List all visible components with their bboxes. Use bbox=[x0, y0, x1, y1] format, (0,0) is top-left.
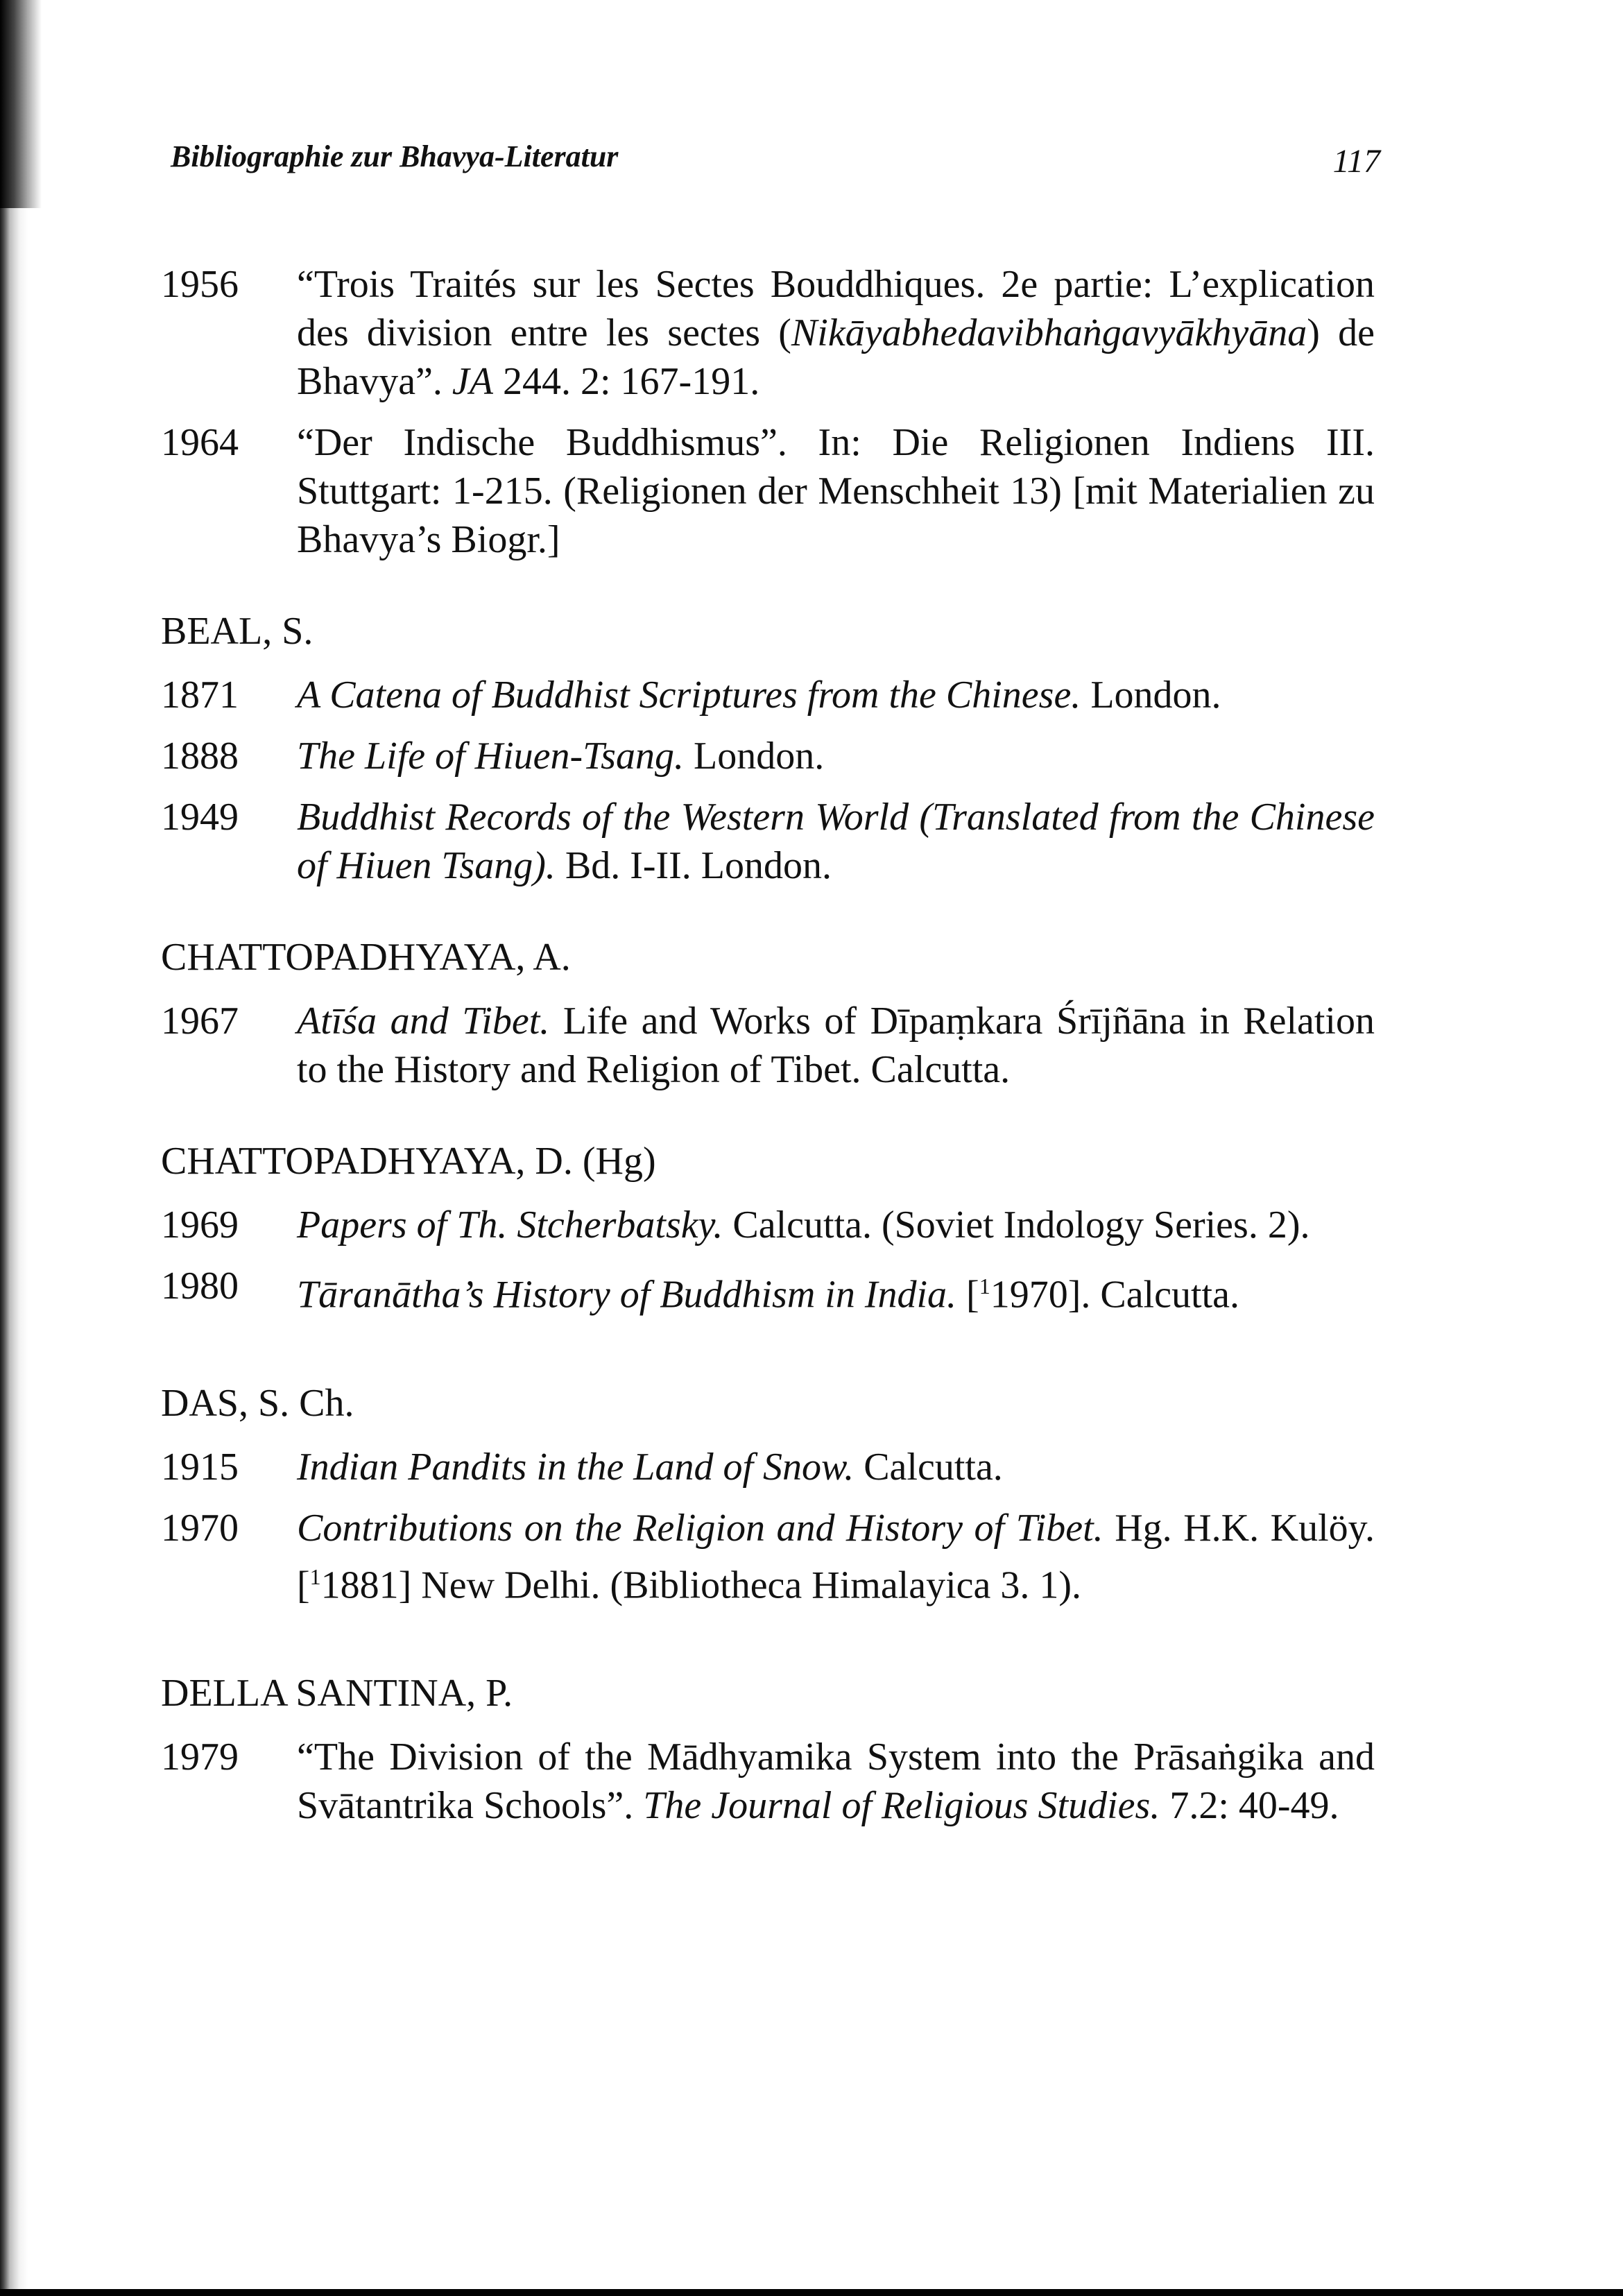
entry-text-segment: Life and Works of Dīpaṃkara Śrījñāna in Relation to the History and Religion of Tibet. Calcutta. bbox=[297, 1000, 1375, 1091]
entry-text bbox=[297, 671, 1375, 719]
entry-text bbox=[297, 1443, 1375, 1491]
entry-title-italic: JA bbox=[452, 360, 493, 403]
bibliography-entry bbox=[161, 997, 1375, 1094]
author-heading: CHATTOPADHYAYA, A. bbox=[161, 936, 571, 979]
entry-text-segment: [ bbox=[956, 1273, 979, 1317]
bibliography-section bbox=[161, 607, 1375, 890]
scanner-edge-corner bbox=[0, 0, 42, 208]
edition-superscript: 1 bbox=[979, 1274, 990, 1299]
entry-title-italic: Contributions on the Religion and History of Tibet. bbox=[297, 1506, 1104, 1550]
bibliography-section bbox=[161, 1137, 1375, 1319]
bibliography-entry bbox=[161, 1733, 1375, 1830]
author-heading: DELLA SANTINA, P. bbox=[161, 1672, 513, 1715]
entry-year: 1949 bbox=[161, 796, 239, 839]
entry-title-italic: Indian Pandits in the Land of Snow. bbox=[297, 1445, 855, 1489]
entry-text bbox=[297, 418, 1375, 564]
entry-text bbox=[297, 793, 1375, 890]
entry-text bbox=[297, 732, 1375, 780]
entry-title-italic: The Life of Hiuen-Tsang. bbox=[297, 735, 684, 778]
entry-title-italic: Papers of Th. Stcherbatsky. bbox=[297, 1203, 723, 1246]
entry-title-italic: Buddhist Records of the Western World (Translated from the Chinese of Hiuen Tsang). bbox=[297, 796, 1375, 887]
running-title: Bibliographie zur Bhavya-Literatur bbox=[171, 139, 619, 173]
entry-text-segment: ) de Bhavya”. bbox=[297, 311, 1375, 403]
entry-text-segment: 1970]. Calcutta. bbox=[990, 1273, 1239, 1317]
scanner-edge bbox=[0, 0, 28, 2296]
entry-text bbox=[297, 1733, 1375, 1830]
entry-title-italic: Atīśa and Tibet. bbox=[297, 1000, 550, 1043]
entry-text-segment: Bd. I-II. London. bbox=[555, 844, 832, 887]
entry-text-segment: “Trois Traités sur les Sectes Bouddhiques. 2e partie: L’explication des division entre les sectes ( bbox=[297, 263, 1375, 354]
bibliography-section bbox=[161, 1379, 1375, 1610]
bibliography-entry bbox=[161, 418, 1375, 564]
entry-text-segment: 1881] New Delhi. (Bibliotheca Himalayica 3. 1). bbox=[320, 1563, 1082, 1607]
entry-text bbox=[297, 260, 1375, 406]
entry-text-segment: “Der Indische Buddhismus”. In: Die Religionen Indiens III. Stuttgart: 1-215. (Religionen der Menschheit 13) [mit Materialien zu Bhavya’s Biogr.] bbox=[297, 421, 1375, 561]
bibliography-entry bbox=[161, 1262, 1375, 1319]
bibliography-entry bbox=[161, 1443, 1375, 1491]
author-heading: BEAL, S. bbox=[161, 610, 314, 653]
bibliography-section bbox=[161, 260, 1375, 564]
entry-title-italic: A Catena of Buddhist Scriptures from the Chinese. bbox=[297, 674, 1081, 717]
entry-year: 1967 bbox=[161, 1000, 239, 1043]
entry-title-italic: Nikāyabhedavibhaṅgavyākhyāna bbox=[791, 311, 1307, 354]
bibliography-entry bbox=[161, 793, 1375, 890]
entry-text-segment: London. bbox=[1081, 674, 1221, 717]
entry-text-segment: Calcutta. bbox=[854, 1445, 1003, 1489]
entry-year: 1871 bbox=[161, 674, 239, 717]
entry-year: 1888 bbox=[161, 735, 239, 778]
entry-year: 1915 bbox=[161, 1445, 239, 1489]
bibliography-list bbox=[161, 260, 1375, 1842]
entry-text bbox=[297, 997, 1375, 1094]
entry-year: 1970 bbox=[161, 1506, 239, 1550]
entry-text bbox=[297, 1201, 1375, 1249]
entry-text-segment: London. bbox=[683, 735, 825, 778]
entry-text bbox=[297, 1262, 1375, 1319]
bibliography-entry bbox=[161, 260, 1375, 406]
bibliography-entry bbox=[161, 732, 1375, 780]
bottom-rule bbox=[0, 2289, 1623, 2296]
entry-year: 1956 bbox=[161, 263, 239, 306]
bibliography-section bbox=[161, 933, 1375, 1094]
entry-text-segment: 244. 2: 167-191. bbox=[492, 360, 760, 403]
bibliography-entry bbox=[161, 1201, 1375, 1249]
edition-superscript: 1 bbox=[309, 1563, 321, 1589]
entry-year: 1964 bbox=[161, 421, 239, 464]
entry-text-segment: Calcutta. (Soviet Indology Series. 2). bbox=[723, 1203, 1310, 1246]
entry-text-segment: Hg. H.K. Kulöy. [ bbox=[297, 1506, 1375, 1607]
entry-title-italic: The Journal of Religious Studies. bbox=[643, 1784, 1160, 1828]
bibliography-entry bbox=[161, 1504, 1375, 1610]
author-heading: DAS, S. Ch. bbox=[161, 1381, 354, 1425]
page-number: 117 bbox=[1332, 143, 1380, 180]
entry-year: 1979 bbox=[161, 1736, 239, 1779]
author-heading: CHATTOPADHYAYA, D. (Hg) bbox=[161, 1140, 656, 1183]
entry-year: 1980 bbox=[161, 1265, 239, 1308]
bibliography-section bbox=[161, 1669, 1375, 1830]
entry-text bbox=[297, 1504, 1375, 1610]
entry-year: 1969 bbox=[161, 1203, 239, 1246]
entry-title-italic: Tāranātha’s History of Buddhism in India. bbox=[297, 1273, 957, 1317]
entry-text-segment: 7.2: 40-49. bbox=[1160, 1784, 1339, 1828]
bibliography-entry bbox=[161, 671, 1375, 719]
entry-text-segment: “The Division of the Mādhyamika System into the Prāsaṅgika and Svātantrika Schools”. bbox=[297, 1736, 1375, 1828]
